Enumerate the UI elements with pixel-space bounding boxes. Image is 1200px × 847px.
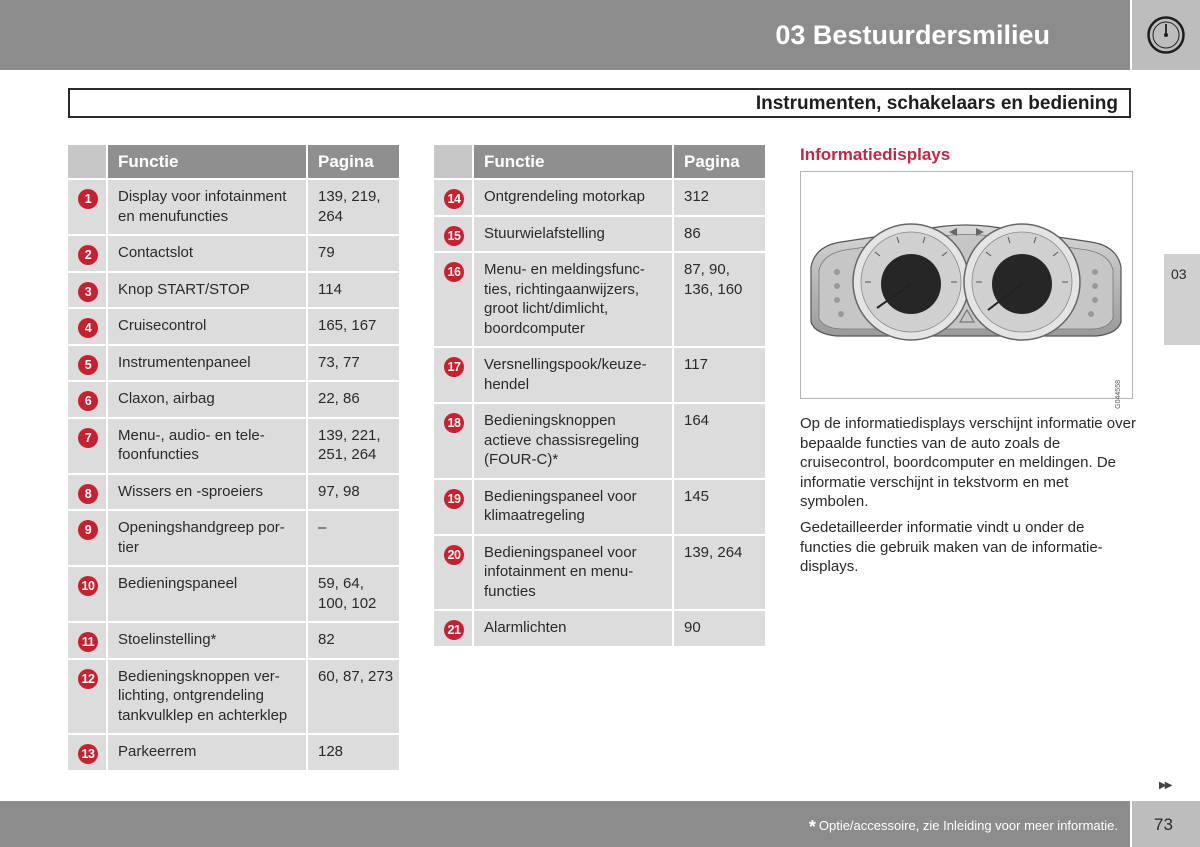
function-cell: Stoelinstelling* — [108, 623, 306, 658]
table-row — [68, 511, 399, 565]
page-cell: 90 — [674, 611, 765, 646]
footer-bar — [0, 801, 1130, 847]
function-cell: Bedieningsknoppen ver-lichting, ontgrendeling tankvulklep en achterklep — [108, 660, 306, 734]
side-tab-label: 03 — [1171, 266, 1187, 282]
page-cell: 145 — [674, 480, 765, 534]
page-cell: – — [308, 511, 399, 565]
page-cell: 59, 64, 100, 102 — [308, 567, 399, 621]
page-cell: 86 — [674, 217, 765, 252]
page-cell: 312 — [674, 180, 765, 215]
function-cell: Display voor infotainment en menufuncties — [108, 180, 306, 234]
footnote — [809, 817, 1118, 838]
table-row — [434, 536, 765, 610]
page-cell: 114 — [308, 273, 399, 308]
section-title-box — [68, 88, 1131, 118]
function-cell: Instrumentenpaneel — [108, 346, 306, 381]
function-cell: Bedieningspaneel voor infotainment en menu-functies — [474, 536, 672, 610]
page-cell: 139, 219, 264 — [308, 180, 399, 234]
page-cell: 79 — [308, 236, 399, 271]
table-row — [434, 480, 765, 534]
table-row — [68, 273, 399, 308]
item-number-badge: 17 — [444, 357, 464, 377]
figure-code: G044558 — [1115, 380, 1122, 409]
item-number-badge: 16 — [444, 262, 464, 282]
header-function: Functie — [108, 145, 306, 178]
instrument-panel-figure — [800, 171, 1133, 409]
page-cell: 87, 90, 136, 160 — [674, 253, 765, 346]
item-number-badge: 10 — [78, 576, 98, 596]
footnote-text: Optie/accessoire, zie Inleiding voor meer informatie. — [818, 818, 1118, 833]
item-number-badge: 9 — [78, 520, 98, 540]
page-cell: 128 — [308, 735, 399, 770]
item-number-badge: 1 — [78, 189, 98, 209]
function-cell: Menu- en meldingsfunc-ties, richtingaanwijzers, groot licht/dimlicht, boordcomputer — [474, 253, 672, 346]
info-paragraph-1: Op de informatiedisplays verschijnt informatie over bepaalde functies van de auto zoals de cruisecontrol, boordcomputer en meldingen. De informatie verschijnt in tekstvorm en met symbolen. — [800, 415, 1136, 510]
item-number-badge: 18 — [444, 413, 464, 433]
function-cell: Versnellingspook/keuze-hendel — [474, 348, 672, 402]
page-cell: 82 — [308, 623, 399, 658]
table-header — [68, 145, 399, 178]
page-cell: 139, 221, 251, 264 — [308, 419, 399, 473]
table-row — [68, 735, 399, 770]
item-number-badge: 5 — [78, 355, 98, 375]
item-number-badge: 19 — [444, 489, 464, 509]
table-row — [68, 567, 399, 621]
function-cell: Parkeerrem — [108, 735, 306, 770]
page-cell: 22, 86 — [308, 382, 399, 417]
table-row — [68, 419, 399, 473]
page-cell: 73, 77 — [308, 346, 399, 381]
table-row — [68, 382, 399, 417]
function-cell: Menu-, audio- en tele-foonfuncties — [108, 419, 306, 473]
item-number-badge: 12 — [78, 669, 98, 689]
function-cell: Wissers en -sproeiers — [108, 475, 306, 510]
table-row — [68, 180, 399, 234]
item-number-badge: 4 — [78, 318, 98, 338]
function-cell: Cruisecontrol — [108, 309, 306, 344]
function-cell: Alarmlichten — [474, 611, 672, 646]
item-number-badge: 13 — [78, 744, 98, 764]
info-title: Informatiedisplays — [800, 145, 951, 164]
item-number-badge: 6 — [78, 391, 98, 411]
table-row — [68, 623, 399, 658]
chapter-side-tab[interactable] — [1164, 254, 1200, 345]
info-paragraph-2: Gedetailleerder informatie vindt u onder de functies die gebruik maken van de informatie-displays. — [800, 519, 1103, 575]
item-number-badge: 8 — [78, 484, 98, 504]
double-chevron-right-icon[interactable]: ▶▶ — [1159, 780, 1171, 791]
table-row — [68, 309, 399, 344]
page-cell: 117 — [674, 348, 765, 402]
item-number-badge: 15 — [444, 226, 464, 246]
page-cell: 60, 87, 273 — [308, 660, 399, 734]
header-page: Pagina — [308, 145, 399, 178]
header-page: Pagina — [674, 145, 765, 178]
function-cell: Bedieningspaneel voor klimaatregeling — [474, 480, 672, 534]
table-row — [434, 404, 765, 478]
table-row — [68, 346, 399, 381]
table-row — [434, 217, 765, 252]
table-row — [68, 660, 399, 734]
page-number-box — [1132, 801, 1200, 847]
function-table-left — [68, 145, 399, 772]
table-row — [68, 236, 399, 271]
table-row — [434, 611, 765, 646]
function-cell: Knop START/STOP — [108, 273, 306, 308]
function-cell: Stuurwielafstelling — [474, 217, 672, 252]
item-number-badge: 20 — [444, 545, 464, 565]
item-number-badge: 3 — [78, 282, 98, 302]
item-number-badge: 11 — [78, 632, 98, 652]
table-row — [434, 253, 765, 346]
function-cell: Contactslot — [108, 236, 306, 271]
chapter-icon-box — [1132, 0, 1200, 70]
function-cell: Openingshandgreep por-tier — [108, 511, 306, 565]
footnote-asterisk: * — [808, 817, 816, 837]
function-table-right — [434, 145, 765, 648]
page-cell: 165, 167 — [308, 309, 399, 344]
speedometer-icon — [1146, 15, 1186, 55]
section-title: Instrumenten, schakelaars en bediening — [755, 93, 1118, 114]
function-cell: Claxon, airbag — [108, 382, 306, 417]
page-cell: 139, 264 — [674, 536, 765, 610]
item-number-badge: 14 — [444, 189, 464, 209]
page-number: 73 — [1154, 815, 1173, 834]
item-number-badge: 21 — [444, 620, 464, 640]
header-bar — [0, 0, 1130, 70]
table-row — [434, 348, 765, 402]
table-row — [68, 475, 399, 510]
page-cell: 97, 98 — [308, 475, 399, 510]
header-function: Functie — [474, 145, 672, 178]
table-row — [434, 180, 765, 215]
item-number-badge: 7 — [78, 428, 98, 448]
instrument-cluster-illustration — [801, 172, 1132, 398]
function-cell: Bedieningspaneel — [108, 567, 306, 621]
table-header — [434, 145, 765, 178]
chapter-title: 03 Bestuurdersmilieu — [775, 20, 1050, 50]
function-cell: Bedieningsknoppen actieve chassisregeling (FOUR-C)* — [474, 404, 672, 478]
page-cell: 164 — [674, 404, 765, 478]
function-cell: Ontgrendeling motorkap — [474, 180, 672, 215]
item-number-badge: 2 — [78, 245, 98, 265]
